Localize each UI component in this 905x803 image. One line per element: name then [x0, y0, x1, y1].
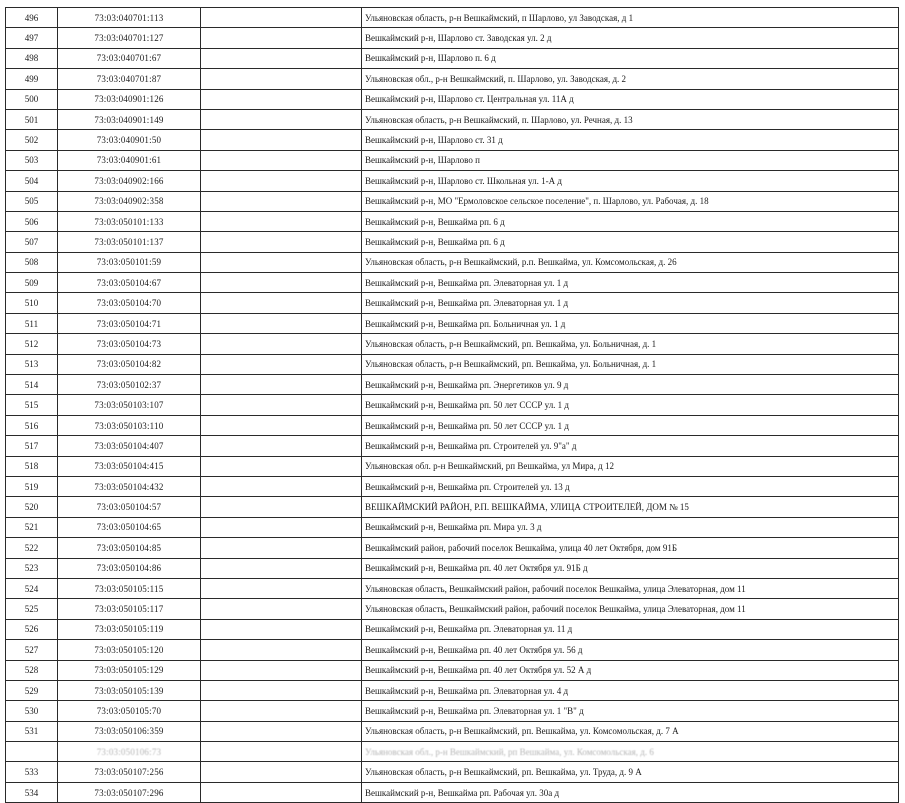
empty-cell: [201, 640, 362, 660]
row-number-cell: 530: [6, 701, 58, 721]
address-cell: Вешкаймский р-н, Вешкайма рп. Элеваторная ул. 11 д: [362, 619, 899, 639]
table-row: [6, 273, 899, 293]
address-cell: Вешкаймский р-н, Вешкайма рп. Строителей ул. 13 д: [362, 476, 899, 496]
table-row: [6, 538, 899, 558]
table-row: [6, 293, 899, 313]
row-number-cell: 502: [6, 130, 58, 150]
empty-cell: [201, 742, 362, 762]
empty-cell: [201, 150, 362, 170]
empty-cell: [201, 293, 362, 313]
row-number-cell: 524: [6, 578, 58, 598]
empty-cell: [201, 171, 362, 191]
cadastral-number-cell: 73:03:050103:110: [58, 415, 201, 435]
cadastral-number-cell: 73:03:040701:87: [58, 69, 201, 89]
address-cell: Вешкаймский р-н, Вешкайма рп. 6 д: [362, 211, 899, 231]
empty-cell: [201, 762, 362, 782]
empty-cell: [201, 354, 362, 374]
cadastral-number-cell: 73:03:040901:61: [58, 150, 201, 170]
row-number-cell: 512: [6, 334, 58, 354]
table-row: [6, 436, 899, 456]
cadastral-number-cell: 73:03:050104:86: [58, 558, 201, 578]
table-row: [6, 211, 899, 231]
address-cell: Вешкаймский р-н, Вешкайма рп. 40 лет Октября ул. 91Б д: [362, 558, 899, 578]
cadastral-number-cell: 73:03:040902:166: [58, 171, 201, 191]
cadastral-number-cell: 73:03:050101:137: [58, 232, 201, 252]
cadastral-number-cell: 73:03:050104:85: [58, 538, 201, 558]
table-row: [6, 762, 899, 782]
cadastral-number-cell: 73:03:050104:73: [58, 334, 201, 354]
address-cell: Вешкаймский р-н, Шарлово ст. Школьная ул. 1-А д: [362, 171, 899, 191]
empty-cell: [201, 191, 362, 211]
cadastral-number-cell: 73:03:050105:129: [58, 660, 201, 680]
cadastral-number-cell: 73:03:050104:432: [58, 476, 201, 496]
row-number-cell: 504: [6, 171, 58, 191]
empty-cell: [201, 334, 362, 354]
empty-cell: [201, 109, 362, 129]
empty-cell: [201, 721, 362, 741]
empty-cell: [201, 69, 362, 89]
row-number-cell: 510: [6, 293, 58, 313]
address-cell: Вешкаймский р-н, Вешкайма рп. Элеваторная ул. 1 д: [362, 273, 899, 293]
address-cell: Вешкаймский р-н, Вешкайма рп. 40 лет Октября ул. 56 д: [362, 640, 899, 660]
address-cell: Вешкаймский р-н, Вешкайма рп. Рабочая ул. 30а д: [362, 782, 899, 802]
empty-cell: [201, 211, 362, 231]
empty-cell: [201, 28, 362, 48]
address-cell: Вешкаймский р-н, Шарлово ст. 31 д: [362, 130, 899, 150]
table-row: [6, 558, 899, 578]
cadastral-number-cell: 73:03:050104:57: [58, 497, 201, 517]
address-cell: Вешкаймский р-н, Вешкайма рп. Строителей ул. 9"а" д: [362, 436, 899, 456]
empty-cell: [201, 273, 362, 293]
cadastral-number-cell: 73:03:050105:119: [58, 619, 201, 639]
empty-cell: [201, 680, 362, 700]
table-row: [6, 334, 899, 354]
table-row: [6, 619, 899, 639]
empty-cell: [201, 313, 362, 333]
empty-cell: [201, 476, 362, 496]
row-number-cell: 517: [6, 436, 58, 456]
cadastral-number-cell: 73:03:040901:149: [58, 109, 201, 129]
cadastral-number-cell: 73:03:050104:71: [58, 313, 201, 333]
cadastral-number-cell: 73:03:040901:126: [58, 89, 201, 109]
row-number-cell: [6, 742, 58, 762]
address-cell: Ульяновская область, Вешкаймский район, рабочий поселок Вешкайма, улица Элеваторная, дом 11: [362, 578, 899, 598]
row-number-cell: 534: [6, 782, 58, 802]
cadastral-number-cell: 73:03:050104:70: [58, 293, 201, 313]
table-row: [6, 252, 899, 272]
row-number-cell: 528: [6, 660, 58, 680]
empty-cell: [201, 232, 362, 252]
table-row: [6, 517, 899, 537]
row-number-cell: 505: [6, 191, 58, 211]
cadastral-number-cell: 73:03:050104:407: [58, 436, 201, 456]
table-row: [6, 232, 899, 252]
row-number-cell: 503: [6, 150, 58, 170]
row-number-cell: 525: [6, 599, 58, 619]
table-row: [6, 456, 899, 476]
address-cell: Вешкаймский р-н, Вешкайма рп. Элеваторная ул. 4 д: [362, 680, 899, 700]
empty-cell: [201, 701, 362, 721]
table-row: [6, 8, 899, 28]
address-cell: ВЕШКАЙМСКИЙ РАЙОН, Р.П. ВЕШКАЙМА, УЛИЦА СТРОИТЕЛЕЙ, ДОМ № 15: [362, 497, 899, 517]
row-number-cell: 523: [6, 558, 58, 578]
cadastral-number-cell: 73:03:050105:115: [58, 578, 201, 598]
row-number-cell: 511: [6, 313, 58, 333]
address-cell: Вешкаймский р-н, Вешкайма рп. Больничная ул. 1 д: [362, 313, 899, 333]
table-row: [6, 782, 899, 802]
row-number-cell: 506: [6, 211, 58, 231]
table-row: [6, 313, 899, 333]
row-number-cell: 516: [6, 415, 58, 435]
address-cell: Ульяновская область, р-н Вешкаймский, п. Шарлово, ул. Речная, д. 13: [362, 109, 899, 129]
row-number-cell: 507: [6, 232, 58, 252]
address-cell: Вешкаймский р-н, Вешкайма рп. Элеваторная ул. 1 д: [362, 293, 899, 313]
row-number-cell: 509: [6, 273, 58, 293]
row-number-cell: 521: [6, 517, 58, 537]
cadastral-number-cell: 73:03:050102:37: [58, 375, 201, 395]
address-cell: Вешкаймский район, рабочий поселок Вешкайма, улица 40 лет Октября, дом 91Б: [362, 538, 899, 558]
cadastral-number-cell: 73:03:040902:358: [58, 191, 201, 211]
row-number-cell: 515: [6, 395, 58, 415]
registry-table-body: [6, 8, 899, 803]
row-number-cell: 513: [6, 354, 58, 374]
row-number-cell: 518: [6, 456, 58, 476]
address-cell: Вешкаймский р-н, МО "Ермоловское сельское поселение", п. Шарлово, ул. Рабочая, д. 18: [362, 191, 899, 211]
table-row: [6, 150, 899, 170]
address-cell: Вешкаймский р-н, Вешкайма рп. 6 д: [362, 232, 899, 252]
address-cell: Вешкаймский р-н, Вешкайма рп. 50 лет СССР ул. 1 д: [362, 415, 899, 435]
address-cell: Вешкаймский р-н, Шарлово п: [362, 150, 899, 170]
address-cell: Вешкаймский р-н, Вешкайма рп. Мира ул. 3 д: [362, 517, 899, 537]
cadastral-number-cell: 73:03:050105:120: [58, 640, 201, 660]
table-row: [6, 680, 899, 700]
address-cell: Ульяновская обл., р-н Вешкаймский, рп Вешкайма, ул. Комсомольская, д. 6: [362, 742, 899, 762]
row-number-cell: 499: [6, 69, 58, 89]
table-row: [6, 415, 899, 435]
address-cell: Ульяновская обл. р-н Вешкаймский, рп Вешкайма, ул Мира, д 12: [362, 456, 899, 476]
row-number-cell: 496: [6, 8, 58, 28]
table-row: [6, 599, 899, 619]
cadastral-number-cell: 73:03:050107:256: [58, 762, 201, 782]
cadastral-number-cell: 73:03:040701:113: [58, 8, 201, 28]
table-row: [6, 130, 899, 150]
cadastral-number-cell: 73:03:050104:415: [58, 456, 201, 476]
empty-cell: [201, 375, 362, 395]
empty-cell: [201, 558, 362, 578]
address-cell: Ульяновская область, р-н Вешкаймский, рп. Вешкайма, ул. Комсомольская, д. 7 А: [362, 721, 899, 741]
table-row: [6, 578, 899, 598]
empty-cell: [201, 456, 362, 476]
cadastral-number-cell: 73:03:050105:139: [58, 680, 201, 700]
address-cell: Ульяновская область, р-н Вешкаймский, р.п. Вешкайма, ул. Комсомольская, д. 26: [362, 252, 899, 272]
address-cell: Вешкаймский р-н, Вешкайма рп. 40 лет Октября ул. 52 А д: [362, 660, 899, 680]
row-number-cell: 497: [6, 28, 58, 48]
empty-cell: [201, 8, 362, 28]
address-cell: Вешкаймский р-н, Вешкайма рп. Элеваторная ул. 1 "В" д: [362, 701, 899, 721]
empty-cell: [201, 497, 362, 517]
table-row: [6, 191, 899, 211]
empty-cell: [201, 415, 362, 435]
address-cell: Ульяновская область, р-н Вешкаймский, рп. Вешкайма, ул. Больничная, д. 1: [362, 334, 899, 354]
table-row: [6, 48, 899, 68]
cadastral-number-cell: 73:03:050105:117: [58, 599, 201, 619]
cadastral-number-cell: 73:03:050104:67: [58, 273, 201, 293]
empty-cell: [201, 599, 362, 619]
empty-cell: [201, 252, 362, 272]
empty-cell: [201, 395, 362, 415]
table-row: [6, 660, 899, 680]
empty-cell: [201, 517, 362, 537]
address-cell: Вешкаймский р-н, Вешкайма рп. 50 лет СССР ул. 1 д: [362, 395, 899, 415]
empty-cell: [201, 578, 362, 598]
row-number-cell: 531: [6, 721, 58, 741]
address-cell: Ульяновская обл., р-н Вешкаймский, п. Шарлово, ул. Заводская, д. 2: [362, 69, 899, 89]
address-cell: Вешкаймский р-н, Вешкайма рп. Энергетиков ул. 9 д: [362, 375, 899, 395]
cadastral-number-cell: 73:03:050103:107: [58, 395, 201, 415]
cadastral-number-cell: 73:03:050104:65: [58, 517, 201, 537]
row-number-cell: 500: [6, 89, 58, 109]
empty-cell: [201, 538, 362, 558]
empty-cell: [201, 782, 362, 802]
address-cell: Ульяновская область, р-н Вешкаймский, п Шарлово, ул Заводская, д 1: [362, 8, 899, 28]
table-row: [6, 375, 899, 395]
address-cell: Ульяновская область, р-н Вешкаймский, рп. Вешкайма, ул. Труда, д. 9 А: [362, 762, 899, 782]
address-cell: Ульяновская область, р-н Вешкаймский, рп. Вешкайма, ул. Больничная, д. 1: [362, 354, 899, 374]
row-number-cell: 533: [6, 762, 58, 782]
empty-cell: [201, 619, 362, 639]
table-row: [6, 354, 899, 374]
table-row: [6, 109, 899, 129]
row-number-cell: 520: [6, 497, 58, 517]
table-row: [6, 497, 899, 517]
address-cell: Вешкаймский р-н, Шарлово ст. Центральная ул. 11А д: [362, 89, 899, 109]
cadastral-number-cell: 73:03:050105:70: [58, 701, 201, 721]
table-row: [6, 28, 899, 48]
table-row: [6, 742, 899, 762]
row-number-cell: 522: [6, 538, 58, 558]
table-row: [6, 640, 899, 660]
empty-cell: [201, 660, 362, 680]
row-number-cell: 527: [6, 640, 58, 660]
cadastral-number-cell: 73:03:050106:73: [58, 742, 201, 762]
table-row: [6, 395, 899, 415]
empty-cell: [201, 89, 362, 109]
cadastral-number-cell: 73:03:050107:296: [58, 782, 201, 802]
cadastral-registry-table: [5, 7, 899, 803]
row-number-cell: 526: [6, 619, 58, 639]
table-row: [6, 701, 899, 721]
table-row: [6, 721, 899, 741]
empty-cell: [201, 436, 362, 456]
cadastral-number-cell: 73:03:040701:127: [58, 28, 201, 48]
empty-cell: [201, 48, 362, 68]
row-number-cell: 529: [6, 680, 58, 700]
address-cell: Ульяновская область, Вешкаймский район, рабочий поселок Вешкайма, улица Элеваторная, дом 11: [362, 599, 899, 619]
row-number-cell: 498: [6, 48, 58, 68]
cadastral-number-cell: 73:03:050101:133: [58, 211, 201, 231]
cadastral-number-cell: 73:03:050104:82: [58, 354, 201, 374]
table-row: [6, 476, 899, 496]
row-number-cell: 508: [6, 252, 58, 272]
table-row: [6, 89, 899, 109]
address-cell: Вешкаймский р-н, Шарлово ст. Заводская ул. 2 д: [362, 28, 899, 48]
cadastral-number-cell: 73:03:040901:50: [58, 130, 201, 150]
cadastral-number-cell: 73:03:050106:359: [58, 721, 201, 741]
cadastral-number-cell: 73:03:050101:59: [58, 252, 201, 272]
table-row: [6, 171, 899, 191]
row-number-cell: 501: [6, 109, 58, 129]
address-cell: Вешкаймский р-н, Шарлово п. 6 д: [362, 48, 899, 68]
row-number-cell: 514: [6, 375, 58, 395]
cadastral-number-cell: 73:03:040701:67: [58, 48, 201, 68]
row-number-cell: 519: [6, 476, 58, 496]
empty-cell: [201, 130, 362, 150]
table-row: [6, 69, 899, 89]
